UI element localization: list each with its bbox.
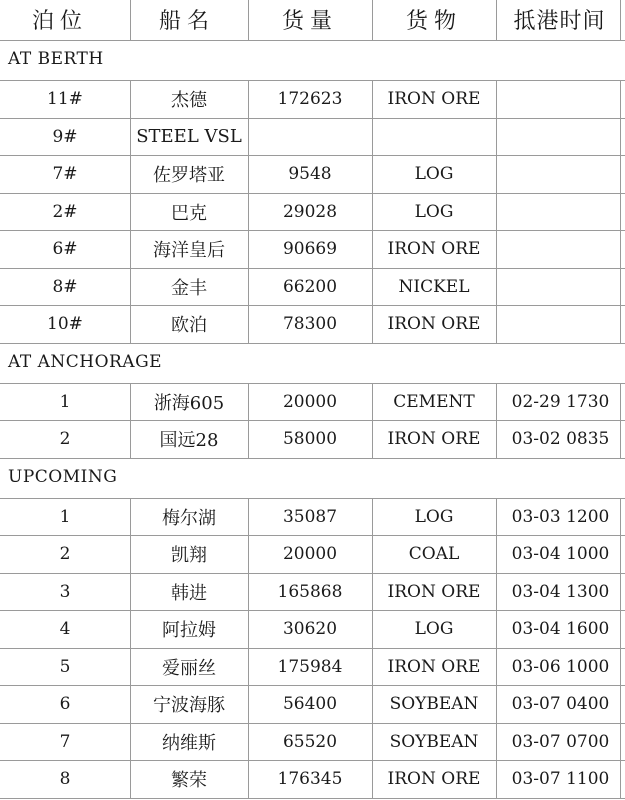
- column-divider: [620, 383, 621, 421]
- table-row: [0, 156, 625, 192]
- cell-quantity: 20000: [282, 544, 338, 564]
- cell-arrival: 03-03 1200: [511, 506, 610, 527]
- column-divider: [496, 305, 497, 343]
- cell-quantity: 65520: [282, 731, 338, 752]
- column-divider: [620, 573, 621, 611]
- column-divider: [248, 723, 249, 761]
- cell-arrival: 03-07 0400: [511, 694, 610, 714]
- column-divider: [620, 723, 621, 761]
- column-divider: [496, 723, 497, 761]
- cell-arrival: [496, 269, 625, 305]
- column-divider: [620, 420, 621, 458]
- column-divider: [248, 230, 249, 268]
- column-divider: [620, 268, 621, 306]
- cell-vessel: 欧泊: [171, 315, 207, 336]
- cell-quantity: 35087: [282, 506, 338, 527]
- cell-arrival: 03-07 0700: [511, 731, 610, 752]
- cell-cargo: IRON ORE: [387, 429, 481, 449]
- column-divider: [248, 155, 249, 193]
- column-divider: [130, 155, 131, 193]
- table-row: [0, 574, 625, 610]
- cell-vessel: STEEL VSL: [136, 126, 242, 147]
- cell-cargo: LOG: [414, 164, 454, 184]
- table-row: [0, 611, 625, 647]
- cell-berth: 2#: [52, 201, 78, 222]
- column-divider: [130, 305, 131, 343]
- table-row: [0, 231, 625, 267]
- column-divider: [372, 80, 373, 118]
- cell-cargo: IRON ORE: [387, 656, 481, 677]
- cell-quantity: 20000: [282, 391, 338, 412]
- cell-cargo: IRON ORE: [387, 89, 481, 109]
- cell-cargo: IRON ORE: [387, 581, 481, 602]
- header-arrival: 抵港时间: [513, 8, 606, 34]
- cell-cargo: CEMENT: [393, 391, 475, 412]
- table-row: [0, 724, 625, 760]
- cell-berth: 8: [59, 769, 71, 789]
- table-row: [0, 119, 625, 155]
- cell-cargo: SOYBEAN: [389, 731, 479, 752]
- cell-berth: 7#: [52, 164, 78, 184]
- cell-arrival: [496, 231, 625, 267]
- cell-cargo: NICKEL: [398, 276, 470, 297]
- cell-berth: 5: [59, 656, 71, 677]
- row-divider: [0, 458, 625, 459]
- cell-vessel: 凯翔: [171, 545, 207, 566]
- cell-cargo: LOG: [414, 619, 454, 639]
- cell-arrival: 03-04 1300: [511, 581, 610, 602]
- column-divider: [130, 193, 131, 231]
- cell-vessel: 繁荣: [171, 770, 207, 791]
- column-divider: [372, 118, 373, 156]
- column-divider: [248, 498, 249, 536]
- cell-vessel: 纳维斯: [162, 732, 216, 754]
- column-divider: [372, 648, 373, 686]
- cell-cargo: IRON ORE: [387, 769, 481, 789]
- cell-arrival: 03-04 1600: [511, 619, 610, 639]
- column-divider: [130, 420, 131, 458]
- cell-cargo: IRON ORE: [387, 314, 481, 334]
- column-divider: [248, 305, 249, 343]
- cell-cargo: IRON ORE: [387, 239, 481, 259]
- column-divider: [496, 268, 497, 306]
- cell-quantity: 175984: [277, 656, 343, 677]
- cell-cargo: SOYBEAN: [389, 694, 479, 714]
- column-divider: [130, 573, 131, 611]
- row-divider: [0, 798, 625, 799]
- column-divider: [130, 0, 131, 40]
- cell-berth: 3: [59, 581, 71, 602]
- cell-quantity: 58000: [282, 429, 338, 449]
- column-divider: [248, 420, 249, 458]
- header-quantity: 货量: [281, 8, 338, 34]
- column-divider: [496, 383, 497, 421]
- column-divider: [496, 193, 497, 231]
- cell-vessel: 韩进: [171, 582, 207, 604]
- table-row: [0, 81, 625, 117]
- cell-quantity: 165868: [277, 581, 343, 602]
- column-divider: [130, 685, 131, 723]
- cell-arrival: [496, 306, 625, 342]
- cell-quantity: 90669: [282, 239, 338, 259]
- cell-vessel: 巴克: [171, 202, 207, 224]
- cell-vessel: 梅尔湖: [162, 507, 216, 529]
- cell-vessel: 爱丽丝: [162, 657, 216, 679]
- cell-cargo: [372, 119, 496, 155]
- table-row: [0, 421, 625, 457]
- column-divider: [372, 230, 373, 268]
- row-divider: [0, 343, 625, 344]
- cell-berth: 4: [59, 619, 71, 639]
- cell-berth: 1: [59, 391, 71, 412]
- column-divider: [248, 610, 249, 648]
- column-divider: [620, 230, 621, 268]
- cell-arrival: 02-29 1730: [511, 391, 610, 412]
- column-divider: [372, 573, 373, 611]
- column-divider: [248, 648, 249, 686]
- column-divider: [372, 498, 373, 536]
- cell-quantity: 56400: [282, 694, 338, 714]
- cell-berth: 6#: [52, 239, 78, 259]
- column-divider: [620, 80, 621, 118]
- column-divider: [620, 648, 621, 686]
- cell-vessel: 金丰: [171, 277, 207, 299]
- column-divider: [620, 155, 621, 193]
- column-divider: [372, 383, 373, 421]
- cell-vessel: 国远28: [159, 430, 219, 451]
- header-cargo: 货物: [405, 8, 462, 34]
- column-divider: [496, 118, 497, 156]
- cell-cargo: LOG: [414, 201, 454, 222]
- column-divider: [130, 498, 131, 536]
- column-divider: [496, 685, 497, 723]
- column-divider: [496, 80, 497, 118]
- table-row: [0, 269, 625, 305]
- header-berth: 泊位: [31, 8, 88, 34]
- cell-vessel: 海洋皇后: [153, 240, 225, 261]
- column-divider: [496, 648, 497, 686]
- cell-berth: 2: [59, 544, 71, 564]
- cell-vessel: 佐罗塔亚: [153, 165, 225, 186]
- table-row: [0, 686, 625, 722]
- column-divider: [620, 193, 621, 231]
- cell-quantity: 9548: [288, 164, 332, 184]
- column-divider: [248, 760, 249, 798]
- table-row: [0, 306, 625, 342]
- cell-quantity: 176345: [277, 769, 343, 789]
- section-title: UPCOMING: [8, 466, 118, 487]
- cell-arrival: 03-02 0835: [511, 429, 610, 449]
- column-divider: [372, 420, 373, 458]
- column-divider: [248, 383, 249, 421]
- column-divider: [496, 760, 497, 798]
- column-divider: [130, 383, 131, 421]
- table-row: [0, 536, 625, 572]
- column-divider: [620, 685, 621, 723]
- cell-arrival: [496, 156, 625, 192]
- column-divider: [372, 535, 373, 573]
- column-divider: [496, 573, 497, 611]
- cell-vessel: 宁波海豚: [153, 695, 225, 716]
- cell-quantity: 78300: [282, 314, 338, 334]
- cell-arrival: 03-06 1000: [511, 656, 610, 677]
- column-divider: [496, 498, 497, 536]
- table-row: [0, 384, 625, 420]
- cell-cargo: COAL: [408, 544, 460, 564]
- column-divider: [372, 760, 373, 798]
- column-divider: [620, 0, 621, 40]
- column-divider: [130, 648, 131, 686]
- column-divider: [620, 118, 621, 156]
- column-divider: [248, 193, 249, 231]
- table-row: [0, 761, 625, 797]
- cell-berth: 9#: [52, 126, 78, 147]
- cell-berth: 7: [59, 731, 71, 752]
- column-divider: [248, 0, 249, 40]
- column-divider: [248, 118, 249, 156]
- column-divider: [130, 610, 131, 648]
- column-divider: [372, 685, 373, 723]
- row-divider: [0, 40, 625, 41]
- cell-arrival: 03-04 1000: [511, 544, 610, 564]
- column-divider: [130, 230, 131, 268]
- column-divider: [248, 573, 249, 611]
- column-divider: [248, 268, 249, 306]
- column-divider: [130, 268, 131, 306]
- column-divider: [496, 610, 497, 648]
- column-divider: [372, 193, 373, 231]
- cell-berth: 11#: [47, 89, 83, 109]
- column-divider: [130, 723, 131, 761]
- column-divider: [496, 155, 497, 193]
- section-title: AT ANCHORAGE: [8, 351, 163, 372]
- cell-cargo: LOG: [414, 506, 454, 527]
- column-divider: [496, 420, 497, 458]
- column-divider: [248, 685, 249, 723]
- cell-vessel: 杰德: [171, 90, 207, 111]
- cell-berth: 8#: [52, 276, 78, 297]
- cell-vessel: 阿拉姆: [162, 620, 216, 641]
- column-divider: [372, 268, 373, 306]
- column-divider: [130, 118, 131, 156]
- cell-arrival: [496, 194, 625, 230]
- header-vessel: 船名: [158, 8, 215, 34]
- column-divider: [496, 0, 497, 40]
- column-divider: [130, 760, 131, 798]
- cell-quantity: 29028: [282, 201, 338, 222]
- cell-quantity: 66200: [282, 276, 338, 297]
- column-divider: [496, 535, 497, 573]
- cell-berth: 1: [59, 506, 71, 527]
- cell-quantity: [248, 119, 372, 155]
- cell-arrival: 03-07 1100: [511, 769, 610, 789]
- column-divider: [372, 723, 373, 761]
- cell-berth: 2: [59, 429, 71, 449]
- cell-quantity: 30620: [282, 619, 338, 639]
- cell-berth: 10#: [47, 314, 83, 334]
- column-divider: [620, 610, 621, 648]
- column-divider: [372, 155, 373, 193]
- column-divider: [620, 535, 621, 573]
- cell-berth: 6: [59, 694, 71, 714]
- column-divider: [620, 305, 621, 343]
- column-divider: [130, 80, 131, 118]
- column-divider: [372, 0, 373, 40]
- cell-arrival: [496, 81, 625, 117]
- section-title: AT BERTH: [8, 49, 104, 69]
- column-divider: [620, 498, 621, 536]
- cell-quantity: 172623: [277, 89, 343, 109]
- column-divider: [372, 305, 373, 343]
- table-row: [0, 499, 625, 535]
- column-divider: [620, 760, 621, 798]
- column-divider: [248, 535, 249, 573]
- column-divider: [130, 535, 131, 573]
- cell-vessel: 浙海605: [153, 392, 225, 414]
- column-divider: [372, 610, 373, 648]
- column-divider: [496, 230, 497, 268]
- column-divider: [248, 80, 249, 118]
- cell-arrival: [496, 119, 625, 155]
- table-row: [0, 194, 625, 230]
- table-row: [0, 649, 625, 685]
